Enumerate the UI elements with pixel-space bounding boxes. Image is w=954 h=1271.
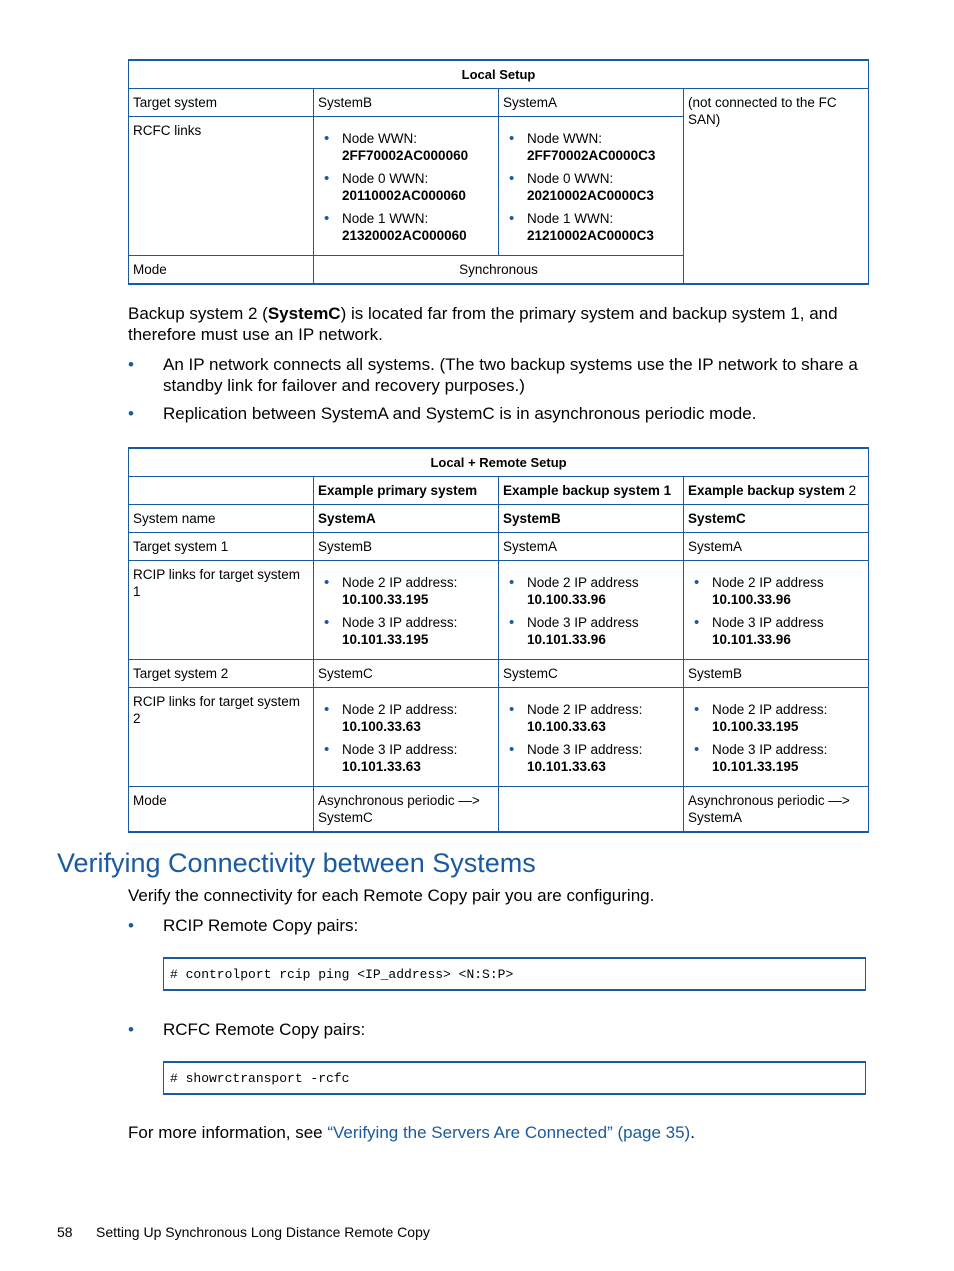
list-item: • Node 3 IP address: 10.101.33.195	[688, 741, 864, 775]
wwn-list	[318, 130, 494, 244]
list-item: • RCIP Remote Copy pairs:	[128, 916, 359, 935]
row-label: Target system 1	[129, 533, 314, 561]
more-info-paragraph: For more information, see “Verifying the Servers Are Connected” (page 35).	[128, 1123, 695, 1142]
ip-list	[318, 574, 494, 648]
ip-list	[688, 701, 864, 775]
row-label: RCFC links	[129, 117, 314, 256]
table-cell	[499, 787, 684, 833]
footer-title: Setting Up Synchronous Long Distance Remote Copy	[96, 1224, 430, 1240]
section-heading: Verifying Connectivity between Systems	[57, 848, 536, 878]
intro-paragraph: Verify the connectivity for each Remote Copy pair you are configuring.	[128, 886, 655, 905]
bullet-icon: •	[128, 1020, 134, 1039]
table-cell	[499, 117, 684, 256]
code-block-rcip: # controlport rcip ping <IP_address> <N:S:P>	[163, 957, 866, 991]
table-cell	[314, 561, 499, 660]
table-cell: Asynchronous periodic —> SystemC	[314, 787, 499, 833]
row-label: RCIP links for target system 2	[129, 688, 314, 787]
list-item: • Replication between SystemA and SystemC is in asynchronous periodic mode.	[128, 404, 757, 423]
table-title: Local Setup	[129, 60, 869, 89]
list-item: • Node 2 IP address: 10.100.33.195	[688, 701, 864, 735]
table-cell: Synchronous	[314, 256, 684, 285]
bullet-icon: •	[128, 355, 134, 374]
list-item: • Node 2 IP address: 10.100.33.63	[318, 701, 494, 735]
ip-list	[503, 701, 679, 775]
list-item: • Node 3 IP address 10.101.33.96	[688, 614, 864, 648]
list-item: • Node 2 IP address 10.100.33.96	[688, 574, 864, 608]
list-item: • Node 3 IP address: 10.101.33.195	[318, 614, 494, 648]
bullet-icon: •	[128, 916, 134, 935]
list-item: • Node WWN: 2FF70002AC0000C3	[503, 130, 679, 164]
table-cell	[314, 117, 499, 256]
table-cell: SystemC	[684, 505, 869, 533]
table-cell: SystemA	[499, 533, 684, 561]
table-cell: SystemB	[314, 89, 499, 117]
table-cell: SystemB	[314, 533, 499, 561]
list-item: • Node 2 IP address: 10.100.33.63	[503, 701, 679, 735]
row-label: System name	[129, 505, 314, 533]
list-item: • Node 0 WWN: 20110002AC000060	[318, 170, 494, 204]
table-cell	[684, 561, 869, 660]
wwn-list	[503, 130, 679, 244]
table-cell: SystemA	[499, 89, 684, 117]
list-item: • Node 3 IP address 10.101.33.96	[503, 614, 679, 648]
list-item: • Node 3 IP address: 10.101.33.63	[318, 741, 494, 775]
list-item: • RCFC Remote Copy pairs:	[128, 1020, 366, 1039]
table-cell	[499, 688, 684, 787]
table-cell: SystemA	[684, 533, 869, 561]
list-item: • Node 1 WWN: 21210002AC0000C3	[503, 210, 679, 244]
column-header: Example primary system	[314, 477, 499, 505]
code-block-rcfc: # showrctransport -rcfc	[163, 1061, 866, 1095]
local-remote-setup-table	[128, 447, 869, 833]
table-title: Local + Remote Setup	[129, 448, 869, 477]
table-cell	[314, 688, 499, 787]
row-label: Mode	[129, 256, 314, 285]
cross-reference-link[interactable]: “Verifying the Servers Are Connected” (page 35)	[327, 1123, 691, 1142]
list-item: • Node 1 WWN: 21320002AC000060	[318, 210, 494, 244]
list-item: • An IP network connects all systems. (The two backup systems use the IP network to share a standby link for failover and recovery purposes.)	[128, 355, 858, 395]
table-cell: SystemB	[499, 505, 684, 533]
ip-list	[688, 574, 864, 648]
table-cell	[684, 688, 869, 787]
column-header: Example backup system 2	[684, 477, 869, 505]
table-cell	[499, 561, 684, 660]
table-cell: Asynchronous periodic —> SystemA	[684, 787, 869, 833]
table-cell: (not connected to the FC SAN)	[684, 89, 869, 285]
row-label: Mode	[129, 787, 314, 833]
ip-list	[503, 574, 679, 648]
table-cell: SystemA	[314, 505, 499, 533]
list-item: • Node 2 IP address 10.100.33.96	[503, 574, 679, 608]
row-label: Target system	[129, 89, 314, 117]
row-label: Target system 2	[129, 660, 314, 688]
list-item: • Node WWN: 2FF70002AC000060	[318, 130, 494, 164]
bullet-icon: •	[128, 404, 134, 423]
list-item: • Node 2 IP address: 10.100.33.195	[318, 574, 494, 608]
table-cell: SystemC	[314, 660, 499, 688]
row-label: RCIP links for target system 1	[129, 561, 314, 660]
local-setup-table	[128, 59, 869, 285]
list-item: • Node 3 IP address: 10.101.33.63	[503, 741, 679, 775]
page-number: 58	[57, 1224, 73, 1240]
table-cell: SystemC	[499, 660, 684, 688]
table-cell: SystemB	[684, 660, 869, 688]
list-item: • Node 0 WWN: 20210002AC0000C3	[503, 170, 679, 204]
table-cell	[129, 477, 314, 505]
column-header: Example backup system 1	[499, 477, 684, 505]
backup-system-paragraph: Backup system 2 (SystemC) is located far from the primary system and backup system 1, and therefore must use an IP network.	[128, 304, 838, 344]
ip-list	[318, 701, 494, 775]
